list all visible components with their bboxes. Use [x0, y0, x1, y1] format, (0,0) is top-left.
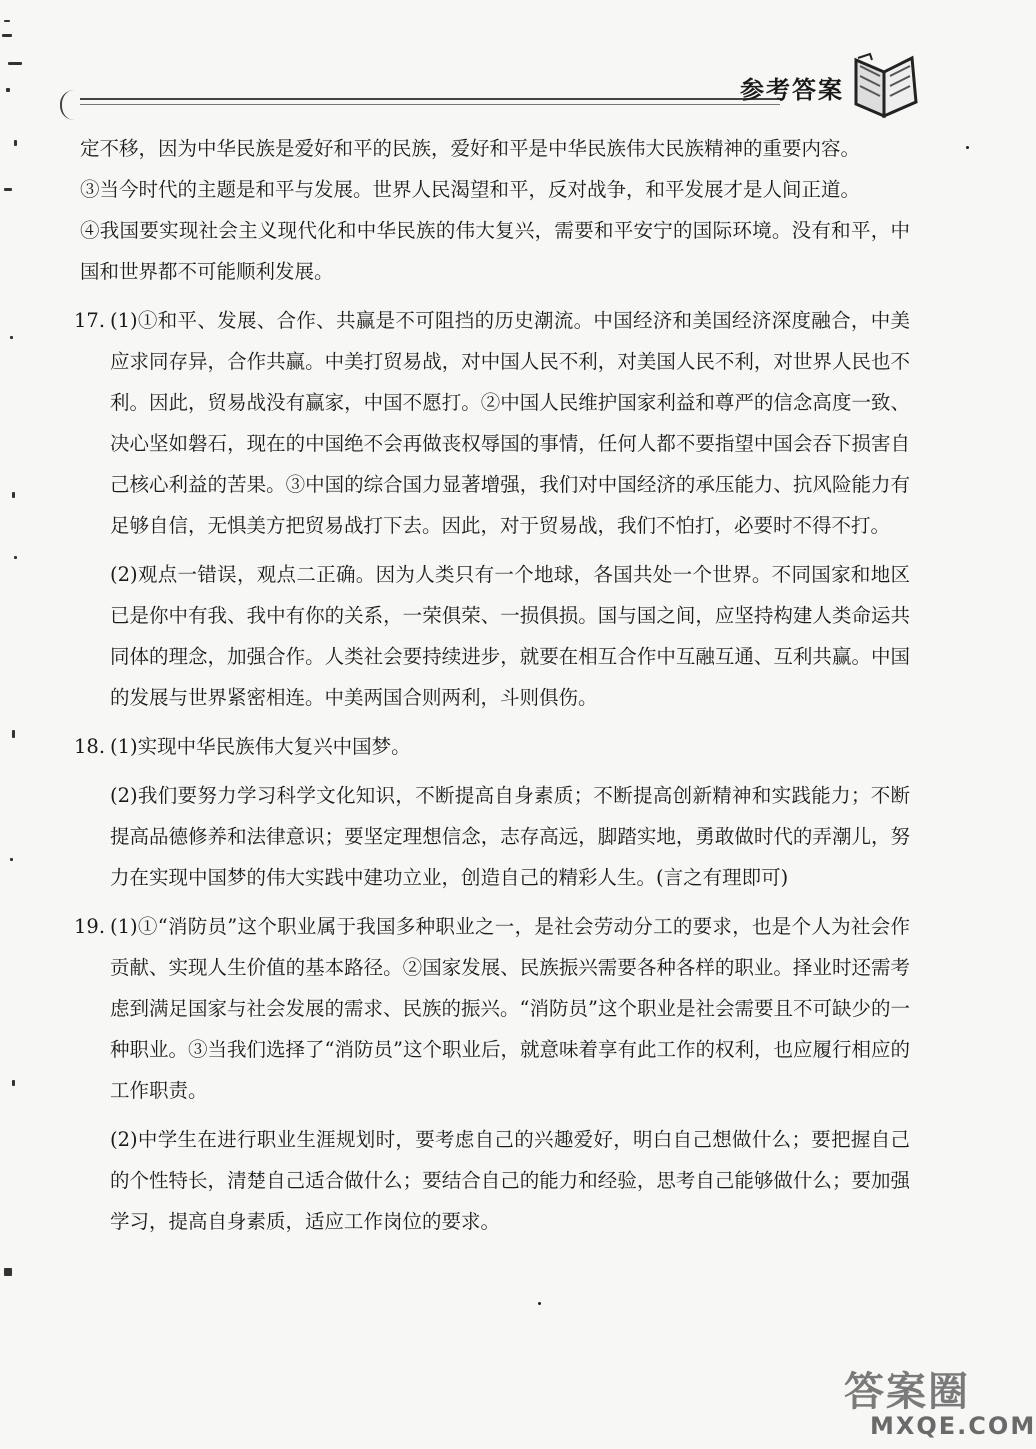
page-header-title: 参考答案: [740, 75, 844, 104]
question-number: 18.: [74, 735, 106, 758]
question-17: [74, 300, 910, 718]
watermark-url: MXQE.COM: [870, 1412, 1036, 1440]
q17-part-1: (1)①和平、发展、合作、共赢是不可阻挡的历史潮流。中国经济和美国经济深度融合，中美应求同存异，合作共赢。中美打贸易战，对中国人民不利，对美国人民不利，对世界人民也不利。因此，贸易战没有赢家，中国不愿打。②中国人民维护国家利益和尊严的信念高度一致、决心坚如磐石，现在的中国绝不会再做丧权辱国的事情，任何人都不要指望中国会吞下损害自己核心利益的苦果。③中国的综合国力显著增强，我们对中国经济的承压能力、抗风险能力有足够自信，无惧美方把贸易战打下去。因此，对于贸易战，我们不怕打，必要时不得不打。: [110, 309, 910, 537]
q19-part-1: (1)①“消防员”这个职业属于我国多种职业之一，是社会劳动分工的要求，也是个人为社会作贡献、实现人生价值的基本路径。②国家发展、民族振兴需要各种各样的职业。择业时还需考虑到满足国家与社会发展的需求、民族的振兴。“消防员”这个职业是社会需要且不可缺少的一种职业。③当我们选择了“消防员”这个职业后，就意味着享有此工作的权利，也应履行相应的工作职责。: [110, 915, 910, 1102]
book-icon: [850, 50, 922, 120]
q17-part-2: (2)观点一错误，观点二正确。因为人类只有一个地球，各国共处一个世界。不同国家和地区已是你中有我、我中有你的关系，一荣俱荣、一损俱损。国与国之间，应坚持构建人类命运共同体的理念，加强合作。人类社会要持续进步，就要在相互合作中互融互通、互利共赢。中国的发展与世界紧密相连。中美两国合则两利，斗则俱伤。: [110, 563, 910, 709]
scan-edge-marks: [0, 0, 28, 1449]
question-18: [74, 726, 910, 898]
header-rule: [80, 98, 780, 100]
question-19: [74, 906, 910, 1242]
q19-part-2: (2)中学生在进行职业生涯规划时，要考虑自己的兴趣爱好，明白自己想做什么；要把握自己的个性特长，清楚自己适合做什么；要结合自己的能力和经验，思考自己能够做什么；要加强学习，提高自身素质，适应工作岗位的要求。: [110, 1128, 910, 1233]
answer-content: [74, 128, 910, 1242]
continuation-point-3: ③当今时代的主题是和平与发展。世界人民渴望和平，反对战争，和平发展才是人间正道。: [80, 178, 861, 201]
watermark-logo: [830, 1360, 1036, 1449]
q18-part-1: (1)实现中华民族伟大复兴中国梦。: [110, 735, 411, 758]
continuation-paragraph: 定不移，因为中华民族是爱好和平的民族，爱好和平是中华民族伟大民族精神的重要内容。: [80, 137, 861, 160]
q18-part-2: (2)我们要努力学习科学文化知识，不断提高自身素质；不断提高创新精神和实践能力；不断提高品德修养和法律意识；要坚定理想信念，志存高远，脚踏实地，勇敢做时代的弄潮儿，努力在实现中国梦的伟大实践中建功立业，创造自己的精彩人生。(言之有理即可): [110, 784, 910, 889]
scan-speck: [966, 146, 969, 149]
watermark-text: 答案圈: [844, 1369, 970, 1415]
page-header: [60, 40, 940, 140]
scan-speck: [538, 1302, 541, 1305]
question-number: 17.: [74, 309, 106, 332]
continuation-point-4: ④我国要实现社会主义现代化和中华民族的伟大复兴，需要和平安宁的国际环境。没有和平，中国和世界都不可能顺利发展。: [80, 219, 910, 283]
header-rule-thin: [80, 104, 780, 105]
question-number: 19.: [74, 915, 106, 938]
header-curl-ornament: [60, 90, 84, 120]
